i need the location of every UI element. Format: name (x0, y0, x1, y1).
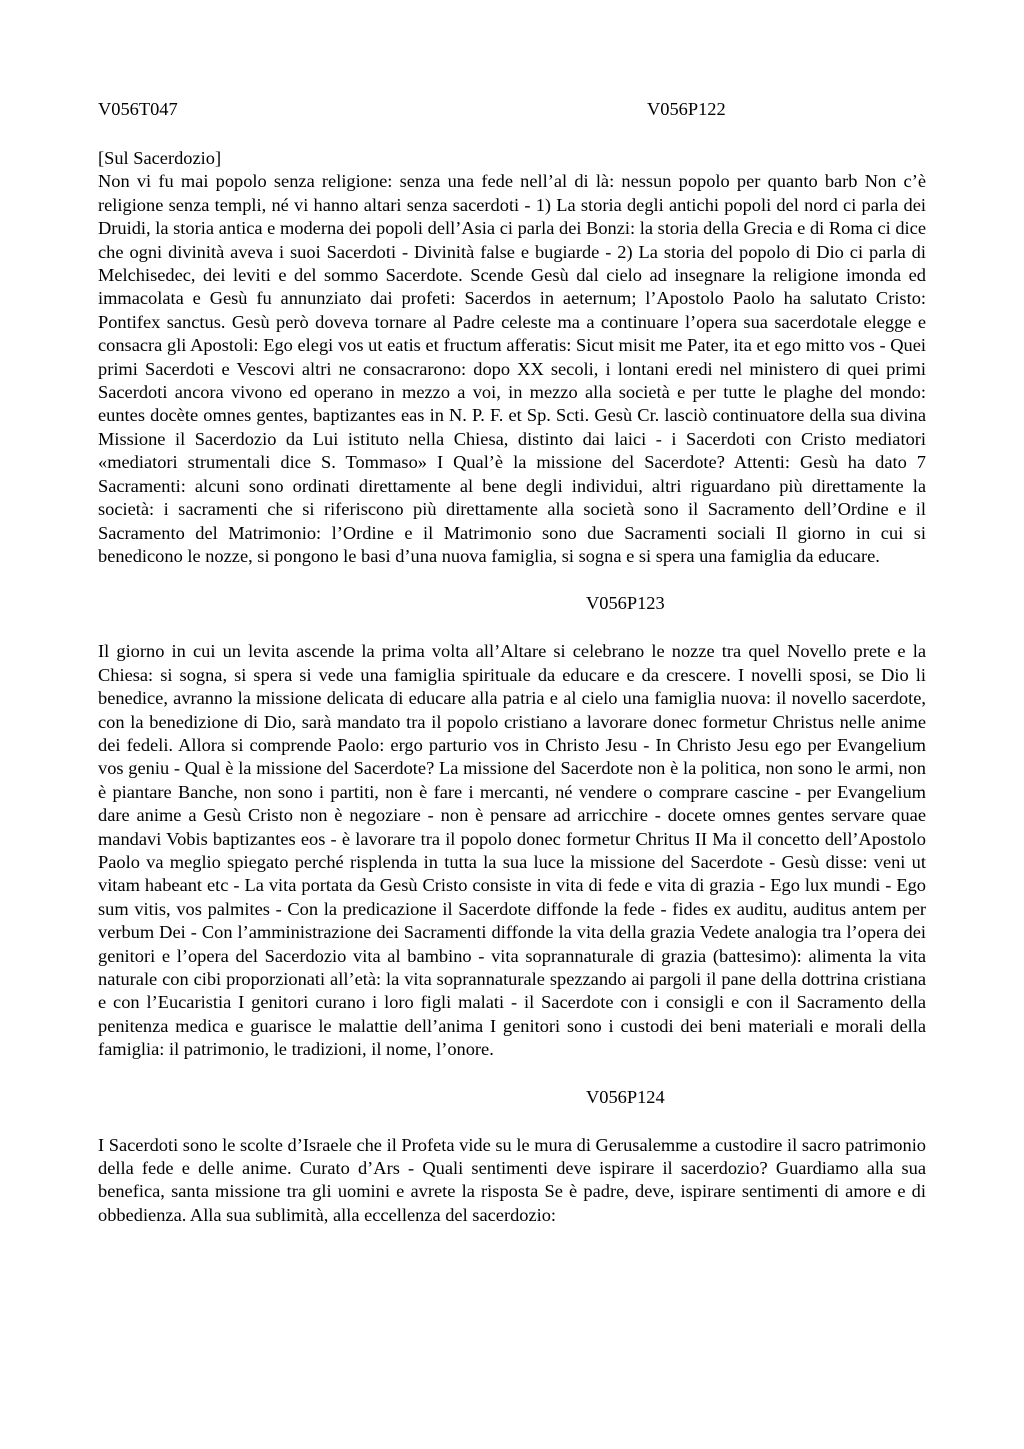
paragraph-page-124: I Sacerdoti sono le scolte d’Israele che il Profeta vide su le mura di Gerusalemme a custodire il sacro patrimonio della fede e delle anime. Curato d’Ars - Quali sentimenti deve ispirare il sacerdozio? Guardiamo alla sua benefica, santa missione tra gli uomini e avrete la risposta Se è padre, deve, ispirare sentimenti di amore e di obbedienza. Alla sua sublimità, alla eccellenza del sacerdozio: (98, 1134, 926, 1225)
page-marker-123: V056P123 (586, 593, 665, 614)
document-page (98, 98, 926, 1227)
page-marker-122: V056P122 (647, 99, 726, 119)
paragraph-page-123: Il giorno in cui un levita ascende la prima volta all’Altare si celebrano le nozze tra quel Novello prete e la Chiesa: si sogna, si spera si vede una famiglia spirituale da educare e da crescere. I novelli sposi, se Dio li benedice, avranno la missione delicata di educare alla patria e al cielo una famiglia nuova: il novello sacerdote, con la benedizione di Dio, sarà mandato tra il popolo cristiano a lavorare donec formetur Christus nelle anime dei fedeli. Allora si comprende Paolo: ergo parturio vos in Christo Jesu - In Christo Jesu ego per Evangelium vos geniu - Qual è la missione del Sacerdote? La missione del Sacerdote non è la politica, non sono le armi, non è piantare Banche, non sono i partiti, non è fare i mercanti, né vendere o comprare cascine - per Evangelium dare anime a Gesù Cristo non è negoziare - non è pensare ad arricchire - docete omnes gentes servare quae mandavi Vobis baptizantes eos - è lavorare tra il popolo donec formetur Chritus II Ma il concetto dell’Apostolo Paolo va meglio spiegato perché risplenda in tutta la sua luce la missione del Sacerdote - Gesù disse: veni ut vitam habeant etc - La vita portata da Gesù Cristo consiste in vita di fede e vita di grazia - Ego lux mundi - Ego sum vitis, vos palmites - Con la predicazione il Sacerdote diffonde la fede - fides ex auditu, auditus antem per verbum Dei - Con l’amministrazione dei Sacramenti diffonde la vita della grazia Vedete analogia tra l’opera dei genitori e l’opera del Sacerdozio vita al bambino - vita soprannaturale di grazia (battesimo): alimenta la vita naturale con cibi proporzionati all’età: la vita soprannaturale spezzando ai pargoli il pane della dottrina cristiana e con l’Eucaristia I genitori curano i loro figli malati - il Sacerdote con i consigli e con il Sacramento della penitenza medica e guarisce le malattie dell’anima I genitori sono i custodi dei beni materiali e morali della famiglia: il patrimonio, le tradizioni, il nome, l’onore. (98, 641, 926, 1060)
document-title: [Sul Sacerdozio] (98, 148, 222, 168)
paragraph-page-122: Non vi fu mai popolo senza religione: senza una fede nell’al di là: nessun popolo per quanto barb Non c’è religione senza templi, né vi hanno altari senza sacerdoti - 1) La storia degli antichi popoli del nord ci parla dei Druidi, la storia antica e moderna dei popoli dell’Asia ci parla dei Bonzi: la storia della Grecia e di Roma ci dice che ogni divinità aveva i suoi Sacerdoti - Divinità false e bugiarde - 2) La storia del popolo di Dio ci parla di Melchisedec, dei leviti e del sommo Sacerdote. Scende Gesù dal cielo ad insegnare la religione imonda ed immacolata e Gesù fu annunziato dai profeti: Sacerdos in aeternum; l’Apostolo Paolo ha salutato Cristo: Pontifex sanctus. Gesù però doveva tornare al Padre celeste ma a continuare l’opera sua sacerdotale elegge e consacra gli Apostoli: Ego elegi vos ut eatis et fructum afferatis: Sicut misit me Pater, ita et ego mitto vos - Quei primi Sacerdoti e Vescovi altri ne consacrarono: dopo XX secoli, i lontani eredi nel ministero di quei primi Sacerdoti ancora vivono ed operano in mezzo a voi, in mezzo alla società e per tutte le plaghe del mondo: euntes docète omnes gentes, baptizantes eas in N. P. F. et Sp. Scti. Gesù Cr. lasciò continuatore della sua divina Missione il Sacerdozio da Lui istituto nella Chiesa, distinto dai laici - i Sacerdoti con Cristo mediatori «mediatori strumentali dice S. Tommaso» I Qual’è la missione del Sacerdote? Attenti: Gesù ha dato 7 Sacramenti: alcuni sono ordinati direttamente al bene degli individui, altri riguardano più direttamente la società: i sacramenti che si riferiscono più direttamente alla società sono il Sacramento dell’Ordine e il Sacramento del Matrimonio: l’Ordine e il Matrimonio sono due Sacramenti sociali Il giorno in cui si benedicono le nozze, si pongono le basi d’una nuova famiglia, si sogna e si spera una famiglia da educare. (98, 171, 926, 566)
document-id: V056T047 (98, 99, 178, 119)
page-marker-124: V056P124 (586, 1086, 665, 1107)
document-header (98, 98, 926, 122)
